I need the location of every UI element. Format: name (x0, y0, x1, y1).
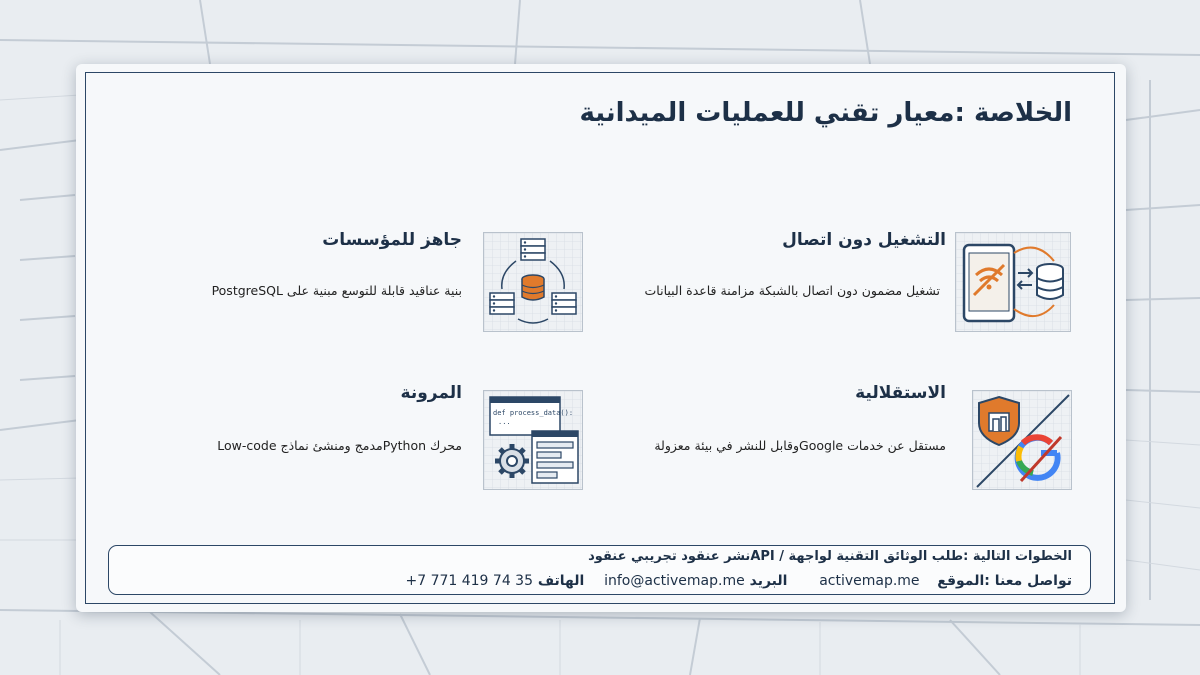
feature-heading: الاستقلالية (855, 383, 946, 403)
phone-label: الهاتف (537, 573, 585, 589)
email-label: البريد (749, 573, 788, 589)
phone-number[interactable]: +7 771 419 74 35 (405, 573, 533, 589)
next-steps-text: الخطوات التالية :طلب الوثائق التقنية لواجهة / APIنشر عنقود تجريبي عنقود (588, 549, 1072, 564)
card-frame (85, 72, 1115, 604)
feature-description: محرك Pythonمدمج ومنشئ نماذج Low-code (217, 438, 462, 453)
feature-heading: التشغيل دون اتصال (782, 230, 946, 250)
feature-description: تشغيل مضمون دون اتصال بالشبكة مزامنة قاعدة البيانات (644, 283, 940, 298)
feature-heading: المرونة (400, 383, 462, 403)
svg-text:...: ... (498, 418, 511, 426)
database-cluster-icon (483, 232, 583, 332)
feature-description: مستقل عن خدمات Googleوقابل للنشر في بيئة معزولة (654, 438, 946, 453)
email-link[interactable]: info@activemap.me (604, 573, 745, 589)
offline-sync-icon (955, 232, 1071, 332)
contact-label: تواصل معنا :الموقع (937, 573, 1072, 589)
svg-text:def process_data():: def process_data(): (493, 409, 574, 417)
code-gear-icon (483, 390, 583, 490)
page-title: الخلاصة :معيار تقني للعمليات الميدانية (579, 98, 1072, 128)
feature-heading: جاهز للمؤسسات (322, 230, 462, 250)
website-link[interactable]: activemap.me (819, 573, 920, 589)
independence-shield-icon (972, 390, 1072, 490)
contact-line (300, 573, 1072, 589)
feature-description: بنية عناقيد قابلة للتوسع مبنية على PostgreSQL (211, 283, 462, 298)
